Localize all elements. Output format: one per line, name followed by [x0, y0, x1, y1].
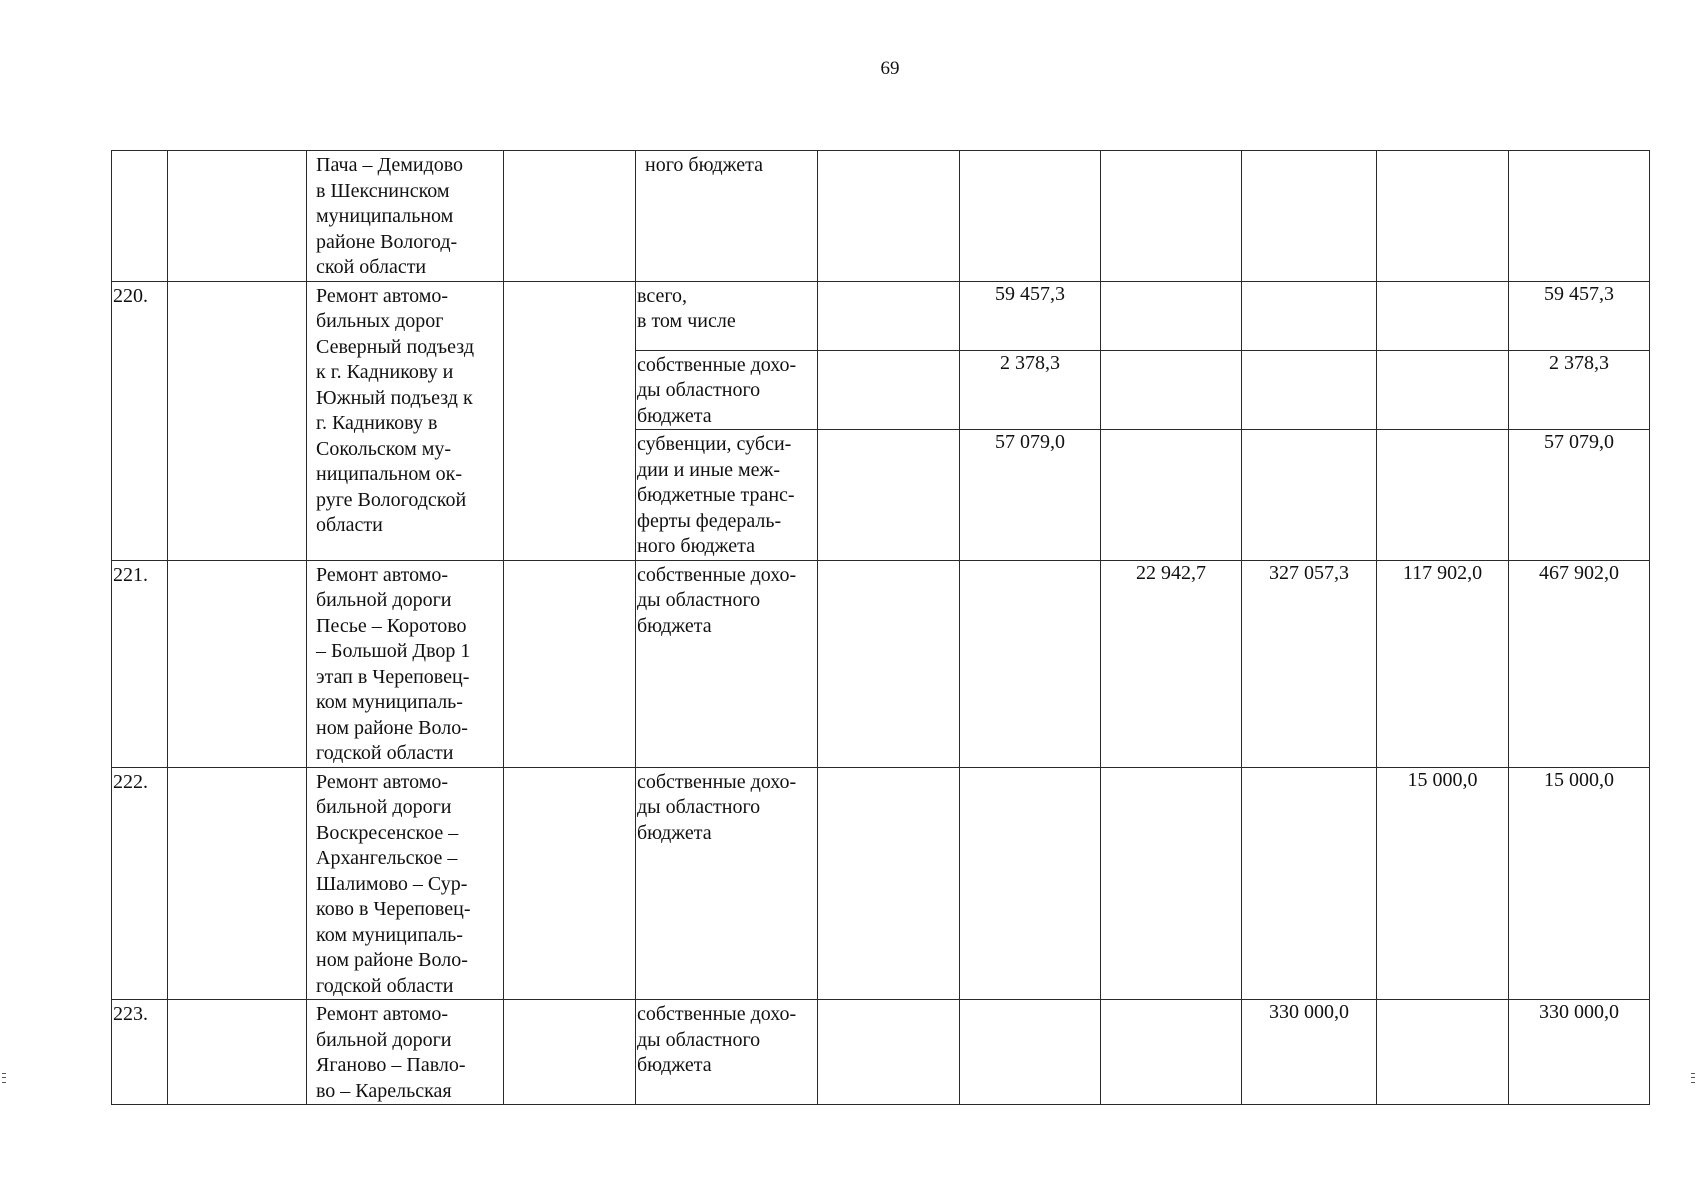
- value-cell: 2 378,3: [1509, 350, 1650, 430]
- value-cell: 57 079,0: [1509, 430, 1650, 561]
- value-cell: [1101, 281, 1242, 350]
- value-cell: 467 902,0: [1509, 560, 1650, 767]
- value-cell: [1242, 767, 1377, 1000]
- value-cell: 59 457,3: [1509, 281, 1650, 350]
- table-row: [112, 560, 1650, 767]
- budget-table: [111, 150, 1650, 1105]
- empty-cell: [504, 151, 636, 282]
- value-cell: 330 000,0: [1242, 1000, 1377, 1105]
- empty-cell: [168, 767, 307, 1000]
- value-cell: 2 378,3: [960, 350, 1101, 430]
- empty-cell: [818, 1000, 960, 1105]
- value-cell: 330 000,0: [1509, 1000, 1650, 1105]
- value-cell: [1377, 1000, 1509, 1105]
- value-cell: [1101, 1000, 1242, 1105]
- value-cell: 15 000,0: [1377, 767, 1509, 1000]
- object-name: Ремонт автомо- бильной дороги Песье – Коротово – Большой Двор 1 этап в Череповец- ком муниципаль- ном районе Воло- годской области: [307, 560, 504, 767]
- empty-cell: [168, 560, 307, 767]
- empty-cell: [168, 1000, 307, 1105]
- funding-source: субвенции, субси- дии и иные меж- бюджетные транс- ферты федераль- ного бюджета: [636, 430, 818, 561]
- funding-source: всего, в том числе: [636, 281, 818, 350]
- row-number: 220.: [112, 281, 168, 560]
- empty-cell: [818, 281, 960, 350]
- value-cell: [1377, 430, 1509, 561]
- funding-source: собственные дохо- ды областного бюджета: [636, 767, 818, 1000]
- object-name: Ремонт автомо- бильной дороги Яганово – Павло- во – Карельская: [307, 1000, 504, 1105]
- row-number: 223.: [112, 1000, 168, 1105]
- empty-cell: [168, 281, 307, 560]
- funding-source: ного бюджета: [636, 151, 818, 282]
- page-number: 69: [880, 58, 900, 79]
- value-cell: 59 457,3: [960, 281, 1101, 350]
- value-cell: [1377, 151, 1509, 282]
- value-cell: 117 902,0: [1377, 560, 1509, 767]
- empty-cell: [818, 350, 960, 430]
- empty-cell: [504, 560, 636, 767]
- value-cell: [1101, 767, 1242, 1000]
- table-row: [112, 151, 1650, 282]
- object-name: Пача – Демидово в Шекснинском муниципальном районе Вологод- ской области: [307, 151, 504, 282]
- value-cell: 57 079,0: [960, 430, 1101, 561]
- value-cell: [1101, 151, 1242, 282]
- value-cell: [1377, 350, 1509, 430]
- value-cell: [960, 767, 1101, 1000]
- value-cell: [818, 151, 960, 282]
- object-name: Ремонт автомо- бильных дорог Северный подъезд к г. Кадникову и Южный подъезд к г. Кадникову в Сокольском му- ниципальном ок- руге Вологодской области: [307, 281, 504, 560]
- row-number: 222.: [112, 767, 168, 1000]
- value-cell: [1242, 151, 1377, 282]
- funding-source: собственные дохо- ды областного бюджета: [636, 1000, 818, 1105]
- value-cell: [1377, 281, 1509, 350]
- value-cell: [1101, 350, 1242, 430]
- value-cell: [1509, 151, 1650, 282]
- table-row: [112, 281, 1650, 350]
- empty-cell: [818, 430, 960, 561]
- empty-cell: [504, 281, 636, 560]
- empty-cell: [960, 151, 1101, 282]
- empty-cell: [504, 1000, 636, 1105]
- empty-cell: [168, 151, 307, 282]
- value-cell: [960, 560, 1101, 767]
- funding-source: собственные дохо- ды областного бюджета: [636, 350, 818, 430]
- funding-source: собственные дохо- ды областного бюджета: [636, 560, 818, 767]
- value-cell: 22 942,7: [1101, 560, 1242, 767]
- value-cell: [960, 1000, 1101, 1105]
- empty-cell: [818, 560, 960, 767]
- value-cell: [1242, 430, 1377, 561]
- empty-cell: [504, 767, 636, 1000]
- value-cell: [1242, 281, 1377, 350]
- table-row: [112, 767, 1650, 1000]
- object-name: Ремонт автомо- бильной дороги Воскресенское – Архангельское – Шалимово – Сур- ково в Череповец- ком муниципаль- ном районе Воло- годской области: [307, 767, 504, 1000]
- row-number: [112, 151, 168, 282]
- value-cell: [1242, 350, 1377, 430]
- empty-cell: [818, 767, 960, 1000]
- left-margin-mark: [2, 1073, 6, 1083]
- value-cell: [1101, 430, 1242, 561]
- row-number: 221.: [112, 560, 168, 767]
- value-cell: 327 057,3: [1242, 560, 1377, 767]
- right-margin-mark: [1691, 1073, 1695, 1083]
- value-cell: 15 000,0: [1509, 767, 1650, 1000]
- table-row: [112, 1000, 1650, 1105]
